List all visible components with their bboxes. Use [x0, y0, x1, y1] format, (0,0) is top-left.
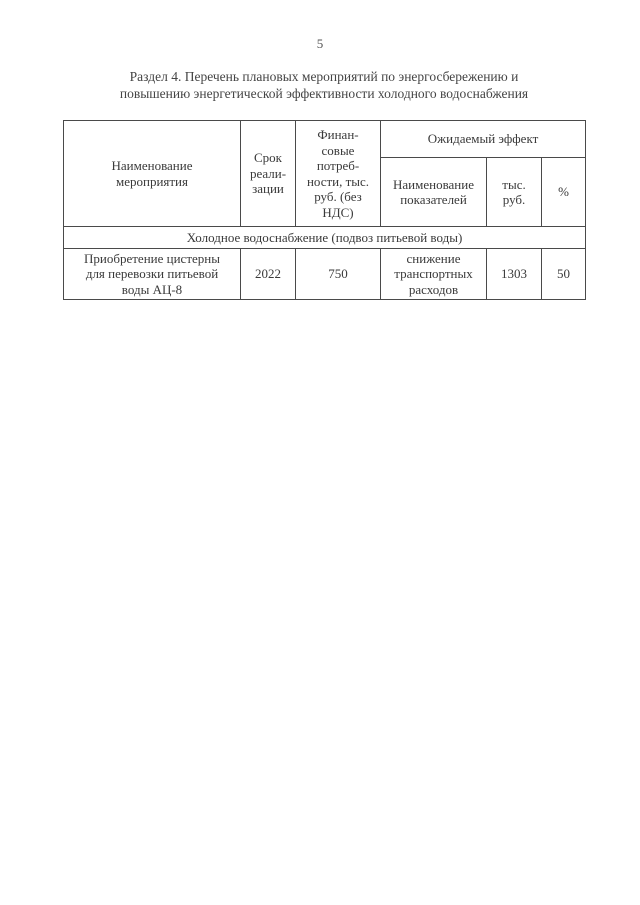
- header-measure-name-line: мероприятия: [115, 173, 188, 189]
- header-expected-effect: Ожидаемый эффект: [381, 121, 586, 158]
- header-term-line: реали-: [249, 165, 287, 181]
- table-row: [64, 249, 586, 300]
- section-title-line-2: повышению энергетической эффективности холодного водоснабжения: [119, 86, 529, 101]
- header-finance: [296, 121, 381, 227]
- header-finance-line: руб. (без: [314, 189, 362, 204]
- header-measure-name: [64, 121, 241, 227]
- cell-indicator-line: снижение: [406, 250, 461, 266]
- header-percent: %: [542, 158, 586, 227]
- cell-measure-name-line: для перевозки питьевой: [85, 266, 219, 282]
- header-thousand-rub-line: руб.: [502, 192, 526, 207]
- header-indicator-line: показателей: [400, 192, 467, 207]
- section-title-line-1: Раздел 4. Перечень плановых мероприятий по энергосбережению и: [129, 69, 519, 84]
- section-title: [60, 68, 588, 102]
- cell-measure-name-line: воды АЦ-8: [121, 281, 183, 297]
- header-thousand-rub: [487, 158, 542, 227]
- header-term-line: зации: [252, 181, 284, 197]
- table-section-row: [64, 227, 586, 249]
- header-thousand-rub-line: тыс.: [502, 176, 526, 192]
- cell-finance: 750: [296, 249, 381, 300]
- cell-measure-name-line: Приобретение цистерны: [84, 250, 220, 266]
- header-finance-line: потреб-: [316, 158, 360, 173]
- header-measure-name-line: Наименование: [111, 158, 193, 173]
- header-finance-line: ности, тыс.: [306, 173, 370, 189]
- header-term-line: Срок: [254, 150, 282, 166]
- table-header-row-1: [64, 121, 586, 158]
- cell-term: 2022: [241, 249, 296, 300]
- header-finance-line: совые: [321, 142, 355, 158]
- cell-indicator-line: транспортных: [394, 266, 473, 282]
- cell-thousand-rub: 1303: [487, 249, 542, 300]
- cell-indicator: [381, 249, 487, 300]
- cell-measure-name: [64, 249, 241, 300]
- page-number: 5: [316, 36, 324, 51]
- cell-percent: 50: [542, 249, 586, 300]
- measures-table: [63, 120, 586, 300]
- header-term: [241, 121, 296, 227]
- header-finance-line: НДС): [322, 204, 354, 220]
- header-indicator: [381, 158, 487, 227]
- header-finance-line: Финан-: [317, 127, 359, 142]
- section-label: Холодное водоснабжение (подвоз питьевой воды): [64, 227, 586, 249]
- header-indicator-line: Наименование: [393, 176, 474, 192]
- cell-indicator-line: расходов: [408, 281, 459, 297]
